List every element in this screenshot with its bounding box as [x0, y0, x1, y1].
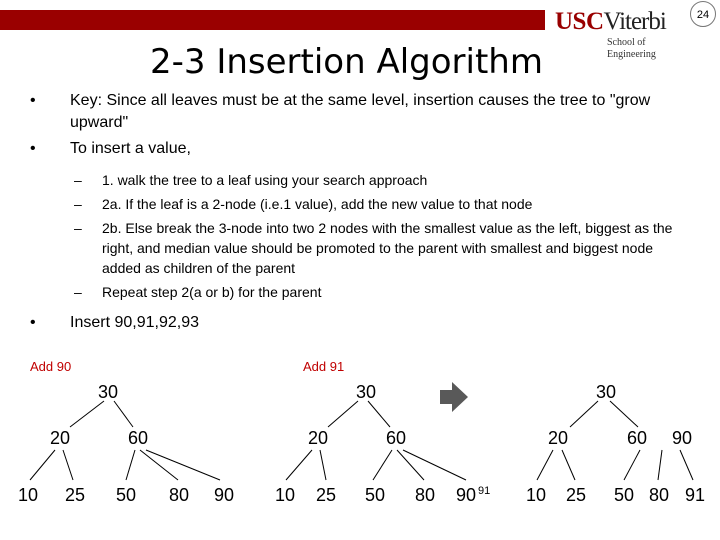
tree3-leaf: 80: [648, 485, 670, 505]
tree2-leaf: 10: [274, 485, 296, 505]
tree2-right: 60: [385, 428, 407, 448]
bullet-item: • Insert 90,91,92,93: [30, 314, 199, 331]
tree1-leaf: 25: [64, 485, 86, 505]
tree3-leaf: 91: [684, 485, 706, 505]
bullet-text: Key: Since all leaves must be at the same level, insertion causes the tree to "grow upward": [70, 92, 651, 131]
sub-bullet-item: – Repeat step 2(a or b) for the parent: [74, 284, 322, 300]
sub-bullet-text: 2a. If the leaf is a 2-node (i.e.1 value), add the new value to that node: [102, 196, 533, 212]
logo-school: School of Engineering: [607, 37, 656, 60]
tree1-leaf: 80: [168, 485, 190, 505]
tree2-left: 20: [307, 428, 329, 448]
arrow-right-icon: [440, 382, 468, 412]
sub-bullet-text: 2b. Else break the 3-node into two 2 nodes with the smallest value as the left, biggest as the right, and median value should be promoted to the parent with smallest and biggest node added as children of the parent: [102, 220, 673, 276]
tree3-leaf: 50: [613, 485, 635, 505]
tree2-leaf: 25: [315, 485, 337, 505]
bullet-item: • To insert a value,: [30, 140, 191, 157]
label-add-90: Add 90: [30, 359, 72, 374]
tree2-leaf: 50: [364, 485, 386, 505]
tree3-right-second: 90: [671, 428, 693, 448]
logo-viterbi: Viterbi: [603, 8, 666, 35]
tree1-root: 30: [97, 382, 119, 402]
sub-bullet-text: Repeat step 2(a or b) for the parent: [102, 284, 322, 300]
logo-usc: USC: [555, 8, 604, 35]
tree2-root: 30: [355, 382, 377, 402]
page-number: 24: [690, 1, 716, 27]
tree1-leaf: 90: [213, 485, 235, 505]
tree1-left: 20: [49, 428, 71, 448]
tree3-leaf: 25: [565, 485, 587, 505]
tree2-new-value: 91: [478, 485, 491, 497]
sub-bullet-item: – 2b. Else break the 3-node into two 2 nodes with the smallest value as the left, biggest as the right, and median value should be promoted to the parent with smallest and biggest node added as children of the parent: [74, 220, 673, 276]
bullet-item: • Key: Since all leaves must be at the same level, insertion causes the tree to "grow upward": [30, 92, 651, 131]
tree3-root: 30: [595, 382, 617, 402]
tree3-left: 20: [547, 428, 569, 448]
sub-bullet-item: – 2a. If the leaf is a 2-node (i.e.1 value), add the new value to that node: [74, 196, 533, 212]
tree3-leaf: 10: [525, 485, 547, 505]
tree3-right-first: 60: [626, 428, 648, 448]
sub-bullet-text: 1. walk the tree to a leaf using your search approach: [102, 172, 428, 188]
tree1-leaf: 50: [115, 485, 137, 505]
bullet-text: Insert 90,91,92,93: [70, 314, 199, 331]
tree1-right: 60: [127, 428, 149, 448]
sub-bullet-item: – 1. walk the tree to a leaf using your search approach: [74, 172, 428, 188]
slide-title: 2-3 Insertion Algorithm: [150, 42, 543, 82]
tree2-leaf: 80: [414, 485, 436, 505]
tree2-leaf: 90: [455, 485, 477, 505]
label-add-91: Add 91: [303, 359, 345, 374]
tree1-leaf: 10: [17, 485, 39, 505]
bullet-text: To insert a value,: [70, 140, 191, 157]
